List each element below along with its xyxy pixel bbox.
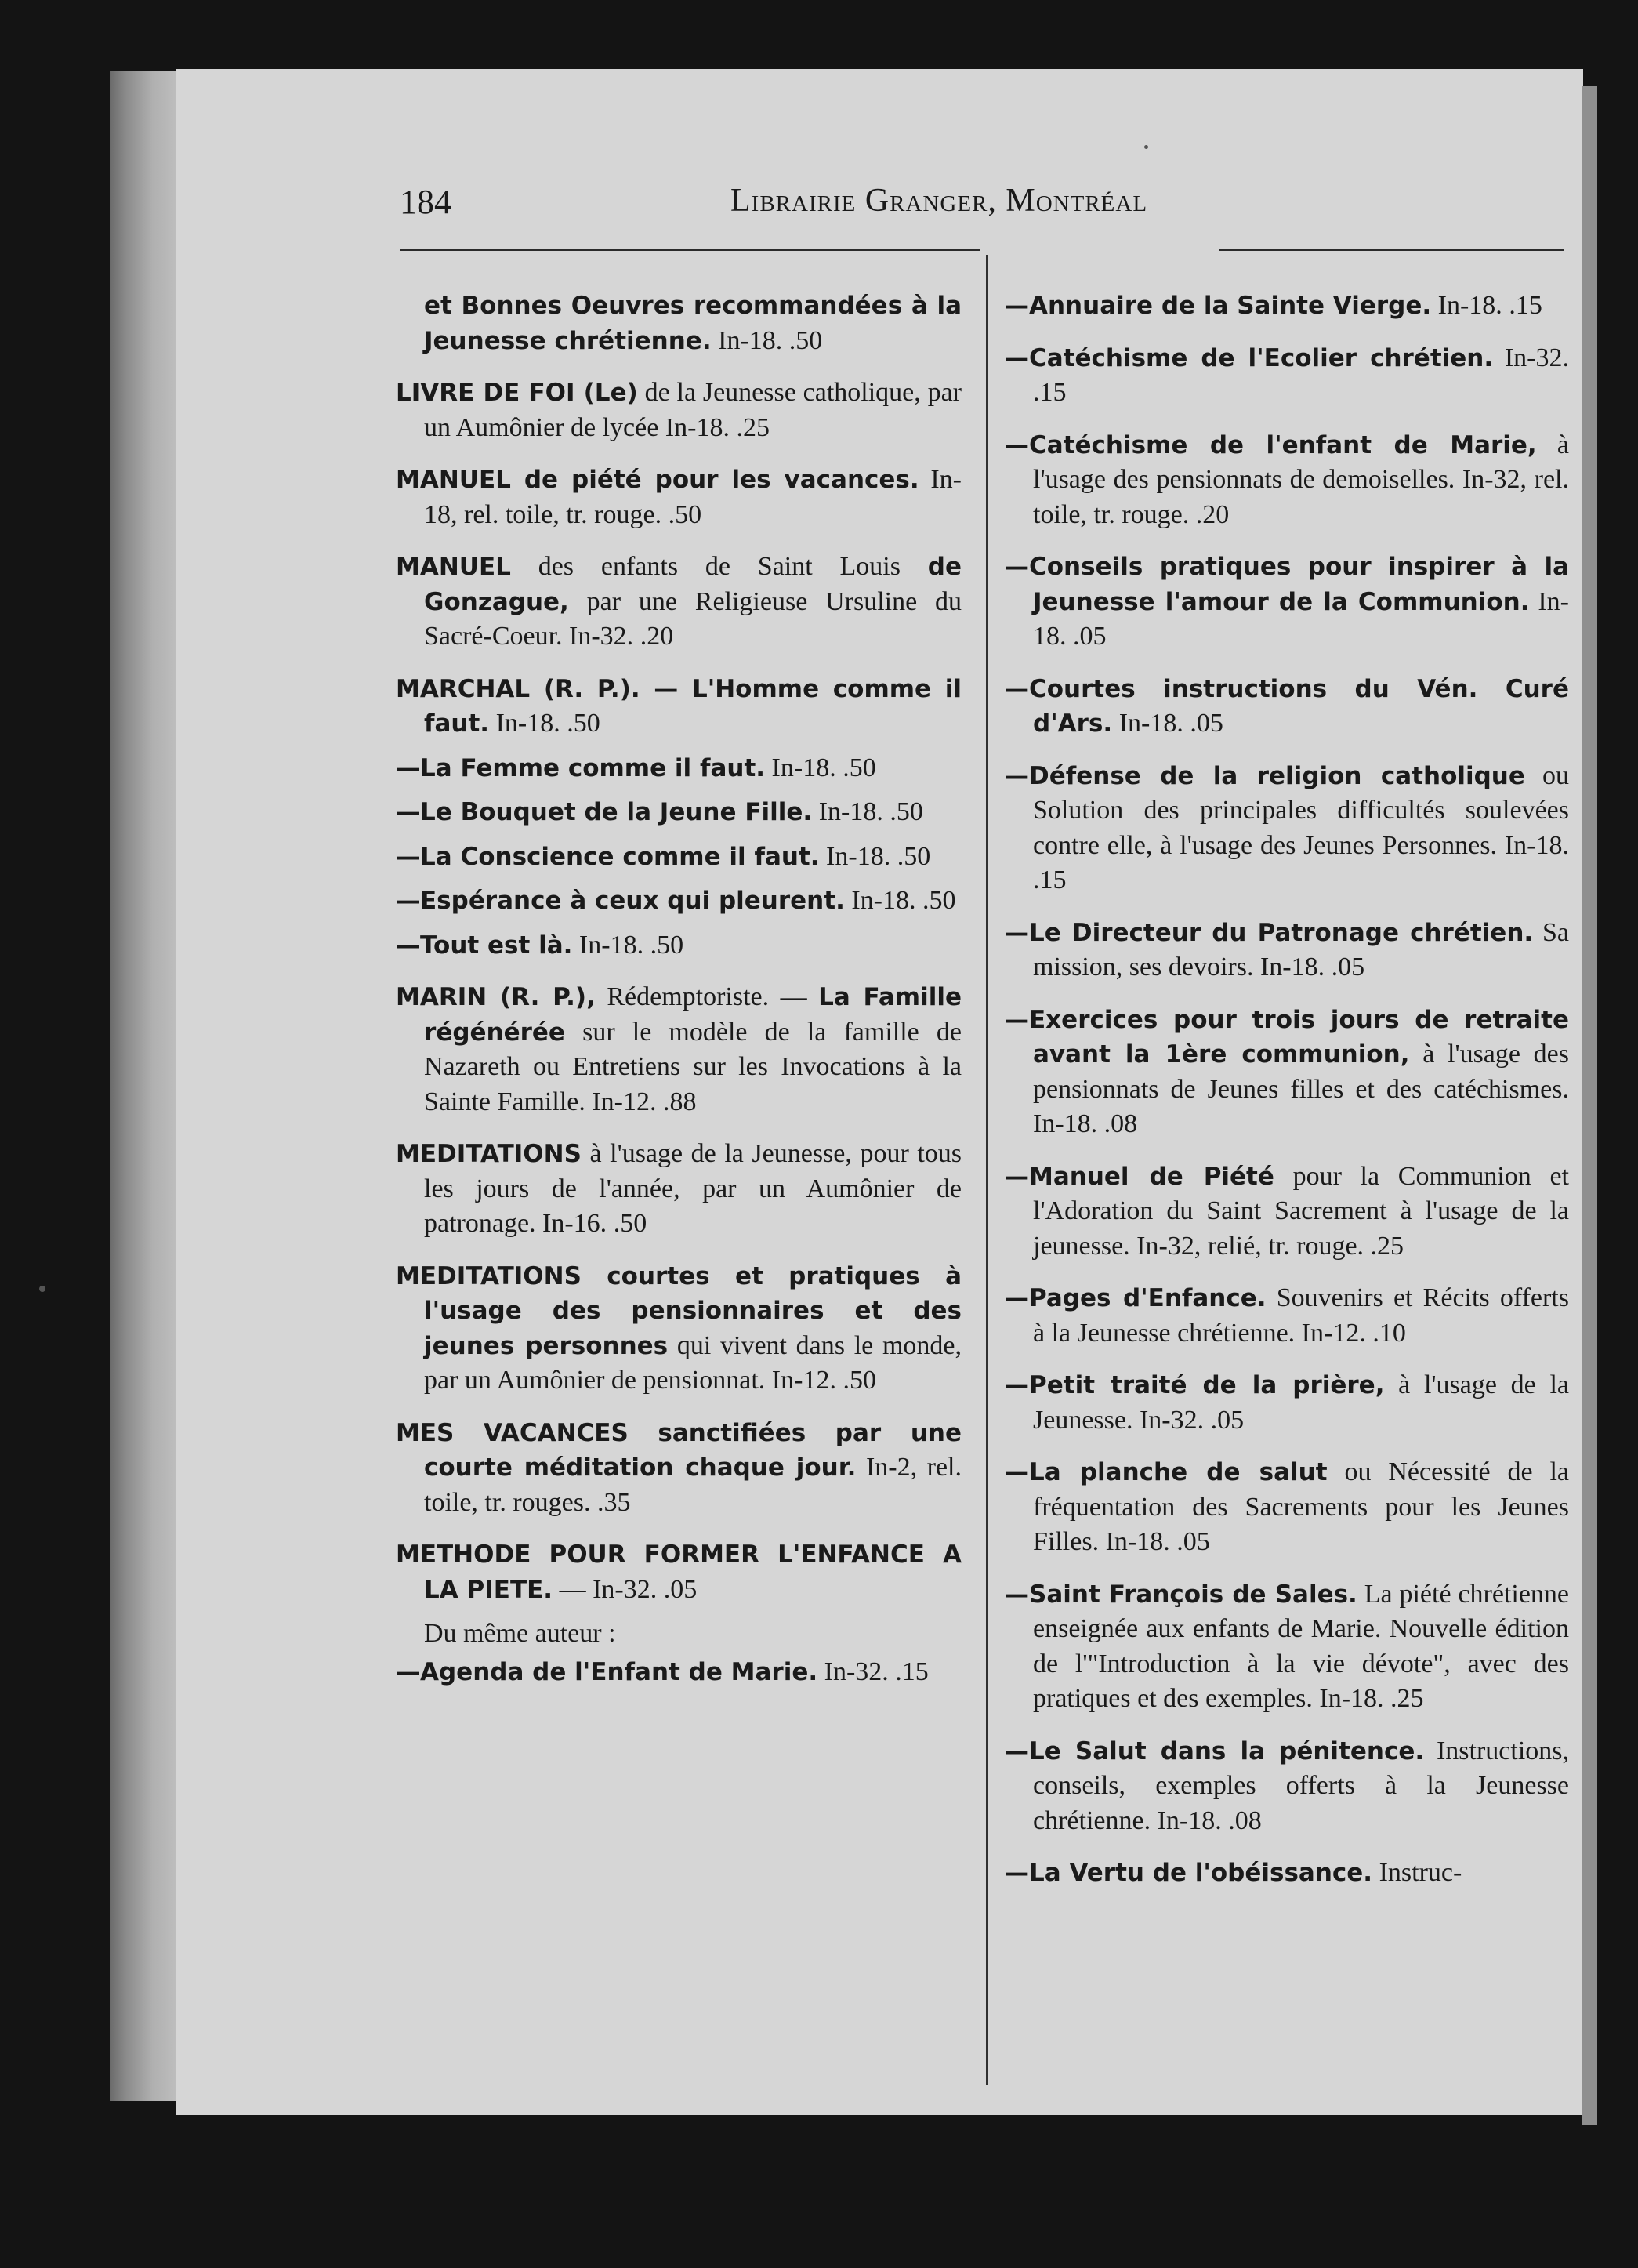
entry-price: .50 <box>890 797 923 826</box>
entry-title: —Le Salut dans la pénitence. <box>1005 1736 1425 1765</box>
entry-text: In-18. <box>844 886 916 915</box>
entry-price: .50 <box>843 753 876 782</box>
catalog-entry <box>396 884 962 919</box>
entry-price: .88 <box>663 1087 697 1116</box>
entry-title: —Catéchisme de l'Ecolier chrétien. <box>1005 343 1494 372</box>
entry-price: .10 <box>1372 1318 1406 1348</box>
entry-text: In-32. <box>817 1657 889 1686</box>
column-divider <box>986 255 988 2085</box>
catalog-entry <box>396 376 962 445</box>
entry-text: In-2, rel. toile, tr. rouges. <box>424 1453 962 1517</box>
entry-text: In-18. <box>572 930 644 960</box>
entry-text: ou Nécessité de la fréquentation des Sacrements pour les Jeunes Filles. In-18. <box>1033 1457 1569 1556</box>
entry-price: .05 <box>1210 1405 1245 1435</box>
entry-text: à l'usage des pensionnats de Jeunes filles et des catéchismes. In-18. <box>1033 1040 1570 1138</box>
entry-price: .05 <box>1190 709 1223 738</box>
entry-price: .50 <box>650 930 684 960</box>
entry-text: des enfants de Saint Louis <box>510 552 928 581</box>
catalog-entry <box>396 288 962 358</box>
entry-title: —Le Directeur du Patronage chrétien. <box>1005 918 1534 947</box>
entry-text: pour la Communion et l'Adoration du Saint Sacrement à l'usage de la jeunesse. In-32, relié, tr. rouge. <box>1033 1161 1569 1261</box>
catalog-entry <box>396 1416 962 1521</box>
entry-price: .05 <box>1331 953 1365 982</box>
entry-title: de Gonzague, <box>424 553 962 616</box>
catalog-entry <box>1005 341 1569 411</box>
entry-text: Du même auteur : <box>424 1619 616 1648</box>
entry-text: In-32. <box>1493 343 1569 372</box>
entry-title: —La Vertu de l'obéissance. <box>1005 1859 1373 1887</box>
entry-title: —Tout est là. <box>396 931 573 960</box>
catalog-entry <box>1005 759 1569 898</box>
catalog-entry <box>1005 1281 1569 1351</box>
catalog-entry <box>396 1259 962 1399</box>
entry-price: .05 <box>663 1574 698 1604</box>
entry-title: METHODE POUR FORMER L'ENFANCE A LA PIETE. <box>396 1540 962 1604</box>
catalog-entry <box>396 672 962 742</box>
entry-title: —Pages d'Enfance. <box>1005 1284 1267 1312</box>
entry-text: In-18. <box>1112 709 1183 738</box>
catalog-entry <box>1005 1003 1569 1142</box>
entry-title: MANUEL de piété pour les vacances. <box>396 466 919 494</box>
entry-title: —Conseils pratiques pour inspirer à la Jeunesse l'amour de la Communion. <box>1005 553 1569 616</box>
entry-text: sur le modèle de la famille de Nazareth ou Entretiens sur les Invocations à la Sainte Famille. In-12. <box>424 1017 962 1116</box>
entry-title: —Courtes instructions du Vén. Curé d'Ars. <box>1005 674 1569 738</box>
entry-title: —Le Bouquet de la Jeune Fille. <box>396 798 813 826</box>
catalog-entry <box>1005 1577 1569 1717</box>
catalog-entry <box>1005 1368 1569 1438</box>
entry-price: .50 <box>567 709 600 738</box>
page-header <box>400 182 1270 229</box>
entry-text: par une Religieuse Ursuline du Sacré-Coeur. In-32. <box>424 586 962 651</box>
catalog-entry <box>396 463 962 532</box>
left-column <box>396 288 962 1707</box>
page-number: 184 <box>400 183 451 221</box>
catalog-entry <box>396 1137 962 1242</box>
catalog-entry <box>396 980 962 1119</box>
entry-price: .20 <box>1195 499 1230 529</box>
entry-title: —Saint François de Sales. <box>1005 1580 1357 1609</box>
entry-title: MEDITATIONS <box>396 1140 582 1168</box>
entry-price: .50 <box>922 886 956 915</box>
entry-text: In-18. <box>1431 291 1502 320</box>
film-speck <box>39 1286 45 1292</box>
catalog-entry <box>1005 672 1569 742</box>
running-title: Librairie Granger, Montréal <box>730 183 1148 219</box>
entry-text: In-18, rel. toile, tr. rouge. <box>424 465 962 529</box>
entry-price: .15 <box>1509 291 1542 320</box>
entry-price: .08 <box>1103 1109 1138 1138</box>
entry-title: —La planche de salut <box>1005 1458 1328 1486</box>
entry-price: .05 <box>1176 1527 1210 1556</box>
entry-title: MANUEL <box>396 553 511 581</box>
entry-text: Rédemptoriste. — <box>595 982 819 1011</box>
entry-text: à l'usage des pensionnats de demoiselles. In-32, rel. toile, tr. rouge. <box>1033 430 1570 529</box>
entry-price: .50 <box>897 841 931 871</box>
entry-price: .08 <box>1228 1805 1262 1835</box>
entry-price: .15 <box>895 1657 929 1686</box>
entry-price: .20 <box>640 622 674 651</box>
entry-text: La piété chrétienne enseignée aux enfants de Marie. Nouvelle édition de l'"Introduction à la vie dévote", avec des pratiques et des exemples. In-18. <box>1033 1579 1569 1713</box>
catalog-entry <box>396 840 962 875</box>
header-rule-left <box>400 249 980 251</box>
catalog-entry <box>1005 1856 1569 1891</box>
catalog-entry <box>396 1655 962 1690</box>
catalog-entry <box>1005 1734 1569 1839</box>
entry-title: MEDITATIONS courtes et pratiques à l'usage des pensionnaires et des jeunes personnes <box>396 1261 962 1360</box>
entry-text: Instructions, conseils, exemples offerts à la Jeunesse chrétienne. In-18. <box>1033 1736 1569 1835</box>
catalog-note <box>396 1617 962 1652</box>
entry-text: In-18. <box>812 797 883 826</box>
entry-title: —Espérance à ceux qui pleurent. <box>396 887 845 915</box>
page-edge-right <box>1582 86 1597 2125</box>
film-speck <box>1144 145 1148 149</box>
entry-title: —Petit traité de la prière, <box>1005 1371 1385 1399</box>
catalog-entry <box>396 1537 962 1607</box>
entry-title: —Exercices pour trois jours de retraite avant la 1ère communion, <box>1005 1005 1569 1069</box>
entry-title: —La Conscience comme il faut. <box>396 842 820 871</box>
entry-text: à l'usage de la Jeunesse. In-32. <box>1033 1370 1569 1435</box>
entry-price: .50 <box>843 1366 876 1395</box>
catalog-entry <box>1005 1159 1569 1265</box>
entry-text: à l'usage de la Jeunesse, pour tous les jours de l'année, par un Aumônier de patronage. In-16. <box>424 1139 962 1238</box>
entry-text: Souvenirs et Récits offerts à la Jeunesse chrétienne. In-12. <box>1033 1283 1569 1348</box>
entry-text: — In-32. <box>553 1574 658 1604</box>
entry-price: .25 <box>1390 1684 1424 1713</box>
entry-title: MARIN (R. P.), <box>396 983 596 1011</box>
entry-text: In-18. <box>489 709 560 738</box>
entry-price: .50 <box>788 325 823 355</box>
entry-title: —La Femme comme il faut. <box>396 753 766 782</box>
entry-title: MES VACANCES sanctifiées par une courte méditation chaque jour. <box>396 1418 962 1482</box>
header-rule-right <box>1219 249 1564 251</box>
entry-title: —Annuaire de la Sainte Vierge. <box>1005 292 1432 320</box>
catalog-entry <box>396 550 962 655</box>
entry-price: .15 <box>1033 865 1067 894</box>
entry-text: qui vivent dans le monde, par un Aumônier de pensionnat. In-12. <box>424 1330 962 1395</box>
entry-text: ou Solution des principales difficultés soulevées contre elle, à l'usage des Jeunes Personnes. In-18. <box>1033 760 1570 860</box>
entry-price: .50 <box>668 499 702 529</box>
entry-price: .50 <box>613 1209 647 1238</box>
entry-text: de la Jeunesse catholique, par un Aumônier de lycée In-18. <box>424 378 962 442</box>
entry-price: .25 <box>736 412 770 442</box>
catalog-entry <box>1005 1455 1569 1560</box>
catalog-entry <box>396 928 962 963</box>
entry-text: In-18. <box>1033 586 1569 651</box>
entry-title: —Catéchisme de l'enfant de Marie, <box>1005 430 1537 459</box>
entry-text: In-18. <box>765 753 836 782</box>
entry-title: LIVRE DE FOI (Le) <box>396 379 638 407</box>
entry-text: Sa mission, ses devoirs. In-18. <box>1033 917 1569 982</box>
catalog-entry <box>396 795 962 830</box>
entry-text: In-18. <box>711 325 783 355</box>
entry-title: La Famille régénérée <box>424 983 962 1047</box>
catalog-entry <box>1005 288 1569 324</box>
catalog-entry <box>1005 550 1569 655</box>
entry-title: MARCHAL (R. P.). — L'Homme comme il faut. <box>396 674 962 738</box>
entry-price: .25 <box>1370 1231 1404 1261</box>
right-column <box>1005 288 1569 1908</box>
entry-title: et Bonnes Oeuvres recommandées à la Jeunesse chrétienne. <box>424 292 962 355</box>
entry-title: —Manuel de Piété <box>1005 1162 1274 1191</box>
catalog-entry <box>396 751 962 786</box>
entry-text: Instruc- <box>1372 1858 1462 1887</box>
entry-price: .35 <box>596 1487 631 1517</box>
entry-text: In-18. <box>819 841 891 871</box>
catalog-entry <box>1005 916 1569 985</box>
catalog-entry <box>1005 428 1569 533</box>
entry-title: —Défense de la religion catholique <box>1005 761 1525 790</box>
entry-price: .15 <box>1033 378 1067 407</box>
entry-price: .05 <box>1073 622 1107 651</box>
entry-title: —Agenda de l'Enfant de Marie. <box>396 1657 818 1686</box>
